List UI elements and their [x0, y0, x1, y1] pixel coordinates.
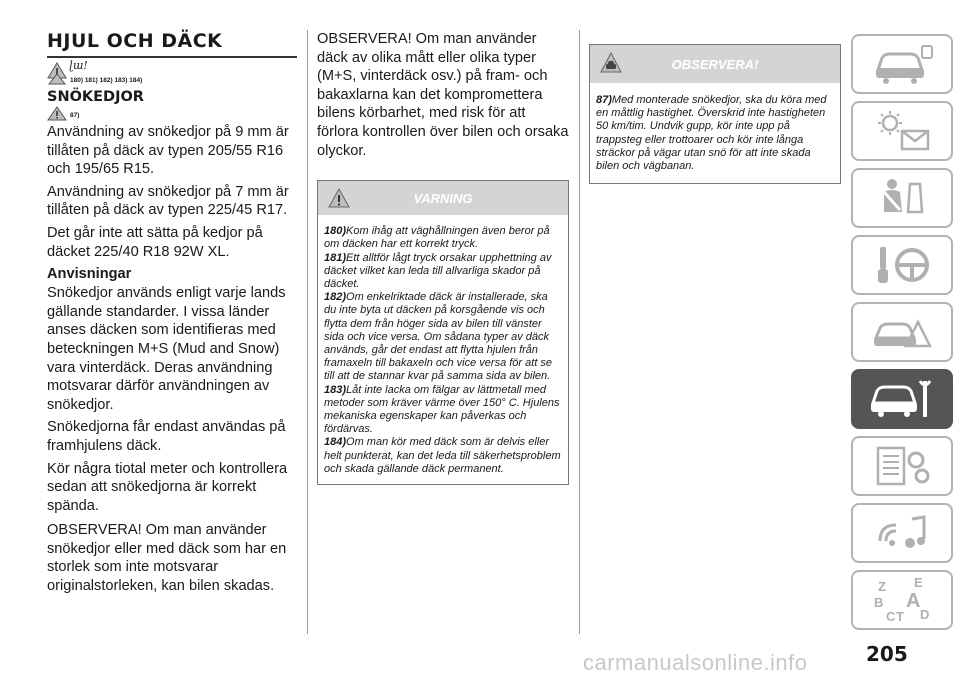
note-number: 182)	[324, 291, 347, 304]
column-divider	[579, 30, 580, 634]
warning-note	[324, 436, 562, 476]
index-letter: B	[874, 595, 884, 610]
warning-note	[324, 291, 562, 383]
car-maintenance-icon	[867, 377, 937, 421]
note-text: Ett alltför lågt tryck orsakar upphettning av däcket vilket kan leda till allvarliga skador på däcket.	[324, 251, 552, 290]
observera-note	[596, 94, 834, 173]
paragraph: Användning av snökedjor på 9 mm är tillåten på däck av typen 205/55 R16 och 195/65 R15.	[47, 124, 289, 178]
warning-note	[324, 252, 562, 292]
warning-note	[324, 225, 562, 251]
dashboard-lights-icon	[870, 109, 934, 153]
page-number: 205	[866, 642, 908, 666]
paragraph: Kör några tiotal meter och kontrollera sedan att snökedjorna är korrekt spända.	[47, 460, 288, 514]
paragraph: Snökedjorna får endast användas på framhjulens däck.	[47, 419, 286, 454]
subtitle-refs: 87)	[70, 112, 80, 119]
watermark: carmanualsonline.info	[583, 650, 808, 675]
column-1	[47, 30, 297, 600]
warning-triangle-icon	[47, 106, 67, 121]
warning-triangle-small-icon	[47, 73, 67, 85]
title-rule	[47, 56, 297, 58]
column-divider	[307, 30, 308, 634]
paragraph: Snökedjor används enligt varje lands gällande standarder. I vissa länder anses däcken som identifieras med beteckningen M+S (Mud and Snow) vara vinterdäck. Deras användning motsvarar därför användningen av snökedjor.	[47, 285, 286, 413]
tab-index[interactable]	[851, 570, 953, 630]
title-refs-row	[47, 73, 297, 85]
note-number: 87)	[596, 94, 612, 106]
paragraph: Användning av snökedjor på 7 mm är tillåten på däck av typen 225/45 R17.	[47, 183, 289, 219]
note-number: 180)	[324, 225, 347, 238]
note-text: Om man kör med däck som är delvis eller helt punkterat, kan det leda till säkerhetsproblem och skada gällande däck permanent.	[324, 436, 561, 475]
column-3	[589, 44, 841, 184]
multimedia-icon	[870, 511, 934, 555]
car-caution-icon	[600, 52, 622, 74]
index-letter: E	[914, 575, 923, 590]
paragraph: Det går inte att sätta på kedjor på däcket 225/40 R18 92W XL.	[47, 224, 263, 260]
paragraph: OBSERVERA! Om man använder snökedjor eller med däck som har en storlek som inte motsvarar originalstorleken, kan bilen skadas.	[47, 522, 287, 595]
heading-anvisningar: Anvisningar	[47, 266, 132, 283]
column-2	[317, 30, 569, 485]
index-letter: T	[896, 609, 904, 624]
technical-data-icon	[870, 444, 934, 488]
paragraph: OBSERVERA! Om man använder däck av olika mått eller olika typer (M+S, vinterdäck osv.) på fram- och bakaxlarna kan det kompromettera bilens körbarhet, med risk för att förlora kontrollen över bilen och orsaka olyckor.	[317, 31, 569, 159]
note-number: 181)	[324, 251, 347, 264]
section-title: HJUL OCH DÄCK	[47, 30, 223, 52]
tab-emergency[interactable]	[851, 302, 953, 362]
warning-box	[317, 180, 569, 485]
tab-technical-data[interactable]	[851, 436, 953, 496]
car-info-icon	[870, 44, 934, 84]
note-text: Låt inte lacka om fälgar av lättmetall med metoder som kräver värme över 150° C. Hjulens mekaniska egenskaper kan påverkas och fördärvas.	[324, 383, 560, 436]
note-text: Med monterade snökedjor, ska du köra med en måttlig hastighet. Överskrid inte hastigheten 50 km/tim. Undvik gupp, kör inte upp på trappsteg eller trottoarer och kör inte långa sträckor på vägar utan snö för att inte skada bilen och vägbanan.	[596, 94, 827, 173]
observera-box	[589, 44, 841, 184]
observera-box-header	[590, 45, 840, 83]
tab-maintenance[interactable]	[851, 369, 953, 429]
tab-dashboard-lights[interactable]	[851, 101, 953, 161]
note-number: 184)	[324, 436, 347, 449]
tab-car-info[interactable]	[851, 34, 953, 94]
warning-box-header	[318, 181, 568, 215]
logo-mark: ɭɯ!	[69, 59, 88, 72]
note-text: Kom ihåg att väghållningen även beror på om däcken har ett korrekt tryck.	[324, 225, 550, 251]
roadside-emergency-icon	[870, 310, 934, 354]
note-number: 183)	[324, 383, 347, 396]
warning-box-body	[318, 215, 568, 484]
warning-note	[324, 384, 562, 437]
index-letter: A	[906, 590, 921, 612]
alphabetical-index-icon	[870, 575, 934, 625]
index-letter: Z	[878, 579, 886, 594]
subtitle-snokedjor: SNÖKEDJOR	[47, 89, 144, 105]
note-text: Om enkelriktade däck är installerade, ska du inte byta ut däcken på korsgående vis och flytta dem från höger sida av bilen till vänster sida och vice versa. Om sådana typer av däck används, går det endast att flytta hjulen från framaxeln till bakaxeln och vice versa för att se till att de stannar kvar på samma sida av bilen.	[324, 291, 553, 383]
title-refs: 180) 181) 182) 183) 184)	[70, 76, 143, 84]
index-letter: C	[886, 609, 896, 624]
warning-box-title: VARNING	[413, 190, 473, 206]
subtitle-refs-row	[47, 106, 297, 121]
index-letter: D	[920, 607, 930, 622]
tab-starting-driving[interactable]	[851, 235, 953, 295]
warning-triangle-icon	[328, 188, 350, 208]
key-steering-wheel-icon	[870, 243, 934, 287]
observera-box-title: OBSERVERA!	[671, 56, 759, 72]
seatbelt-airbag-icon	[870, 176, 934, 220]
tab-multimedia[interactable]	[851, 503, 953, 563]
tab-safety[interactable]	[851, 168, 953, 228]
chapter-tabs	[851, 34, 953, 637]
observera-box-body	[590, 83, 840, 183]
